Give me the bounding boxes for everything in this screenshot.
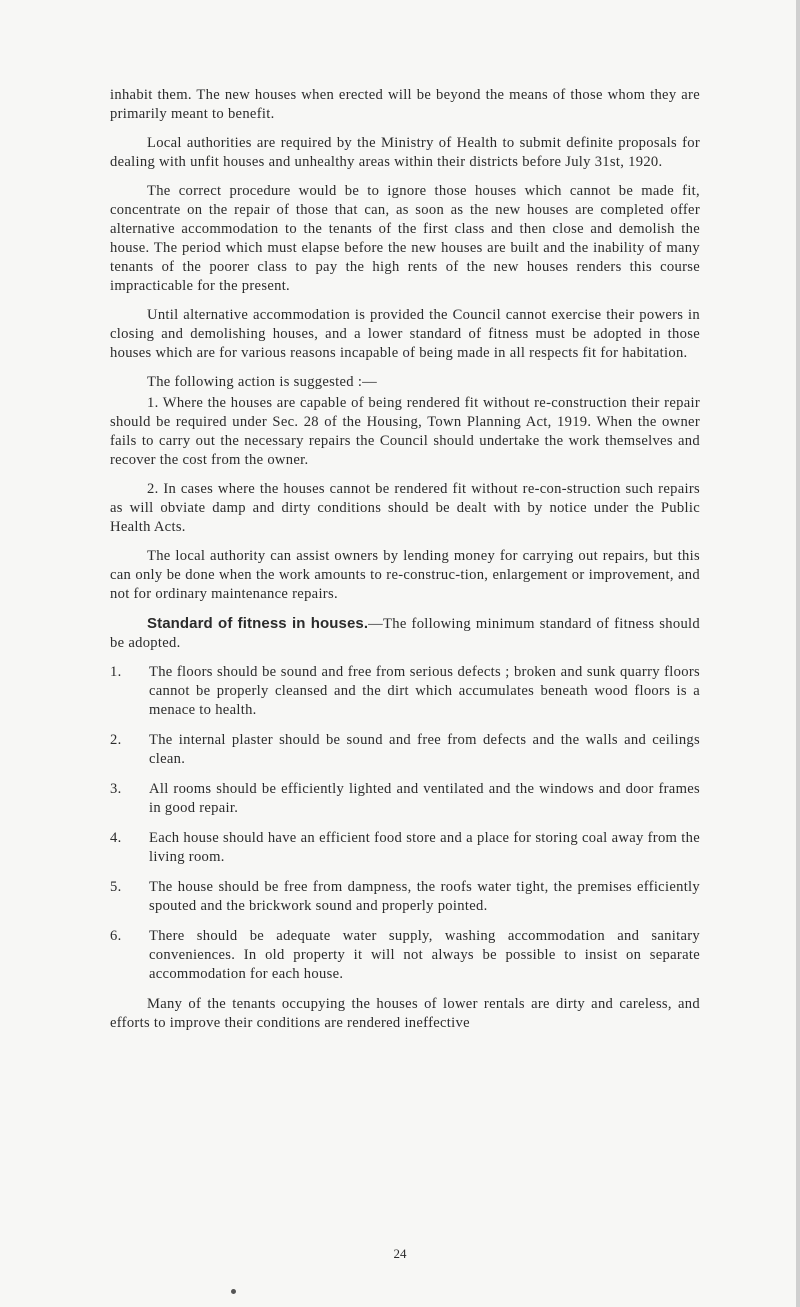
list-item-text: The internal plaster should be sound and free from defects and the walls and ceilings clean. bbox=[149, 732, 700, 767]
list-item-number: 5. bbox=[110, 879, 122, 895]
list-item-text: All rooms should be efficiently lighted and ventilated and the windows and door frames in good repair. bbox=[149, 781, 700, 816]
paragraph-lending-money: The local authority can assist owners by lending money for carrying out repairs, but this can only be done when the work amounts to re-construc-tion, enlargement or improvement, and not for ordinary maintenance repairs. bbox=[110, 548, 700, 602]
list-item bbox=[110, 663, 700, 720]
list-item-number: 3. bbox=[110, 781, 122, 797]
list-item-number: 4. bbox=[110, 830, 122, 846]
page-edge bbox=[796, 0, 800, 1307]
list-item bbox=[110, 829, 700, 867]
list-item-text: There should be adequate water supply, washing accommodation and sanitary conveniences. In old property it will not always be possible to insist on separate accommodation for each house. bbox=[149, 928, 700, 982]
paragraph-action-1: 1. Where the houses are capable of being rendered fit without re-construction their repair should be required under Sec. 28 of the Housing, Town Planning Act, 1919. When the owner fails to carry out the necessary repairs the Council should undertake the work themselves and recover the cost from the owner. bbox=[110, 395, 700, 468]
page-number: 24 bbox=[393, 1246, 407, 1261]
list-item-number: 1. bbox=[110, 664, 122, 680]
paragraph-standard-of-fitness bbox=[110, 614, 700, 653]
paragraph-action-2: 2. In cases where the houses cannot be rendered fit without re-con-struction such repairs as will obviate damp and dirty conditions should be dealt with by notice under the Public Health Acts. bbox=[110, 481, 700, 535]
paragraph-correct-procedure: The correct procedure would be to ignore those houses which cannot be made fit, concentrate on the repair of those that can, as soon as the new houses are completed offer alternative accommodation to the tenants of the first class and then close and demolish the house. The period which must elapse before the new houses are built and the inability of many tenants of the poorer class to pay the high rents of the new houses renders this course impracticable for the present. bbox=[110, 183, 700, 294]
list-item-text: The floors should be sound and free from serious defects ; broken and sunk quarry floors cannot be properly cleansed and the dirt which accumulates beneath wood floors is a menace to health. bbox=[149, 664, 700, 718]
paragraph-suggested-action: The following action is suggested :— bbox=[147, 374, 378, 390]
list-item-text: Each house should have an efficient food store and a place for storing coal away from the living room. bbox=[149, 830, 700, 865]
list-item bbox=[110, 780, 700, 818]
paragraph-continuation: inhabit them. The new houses when erected will be beyond the means of those whom they are primarily meant to benefit. bbox=[110, 87, 700, 122]
list-item-number: 2. bbox=[110, 732, 122, 748]
body-text bbox=[110, 86, 700, 1043]
page-mark bbox=[231, 1289, 236, 1294]
list-item bbox=[110, 878, 700, 916]
standards-list bbox=[110, 663, 700, 984]
list-item bbox=[110, 731, 700, 769]
paragraph-local-authorities: Local authorities are required by the Ministry of Health to submit definite proposals for dealing with unfit houses and unhealthy areas within their districts before July 31st, 1920. bbox=[110, 135, 700, 170]
paragraph-closing: Many of the tenants occupying the houses of lower rentals are dirty and careless, and efforts to improve their conditions are rendered ineffective bbox=[110, 996, 700, 1031]
list-item-text: The house should be free from dampness, the roofs water tight, the premises efficiently spouted and the brickwork sound and properly pointed. bbox=[149, 879, 700, 914]
list-item bbox=[110, 927, 700, 984]
section-heading: Standard of fitness in houses. bbox=[147, 615, 369, 632]
section-intro: —The following minimum standard of fitness should be adopted. bbox=[110, 616, 701, 651]
paragraph-alternative-accommodation: Until alternative accommodation is provided the Council cannot exercise their powers in closing and demolishing houses, and a lower standard of fitness must be adopted in those houses which are for various reasons incapable of being made in all respects fit for habitation. bbox=[110, 307, 700, 361]
list-item-number: 6. bbox=[110, 928, 122, 944]
